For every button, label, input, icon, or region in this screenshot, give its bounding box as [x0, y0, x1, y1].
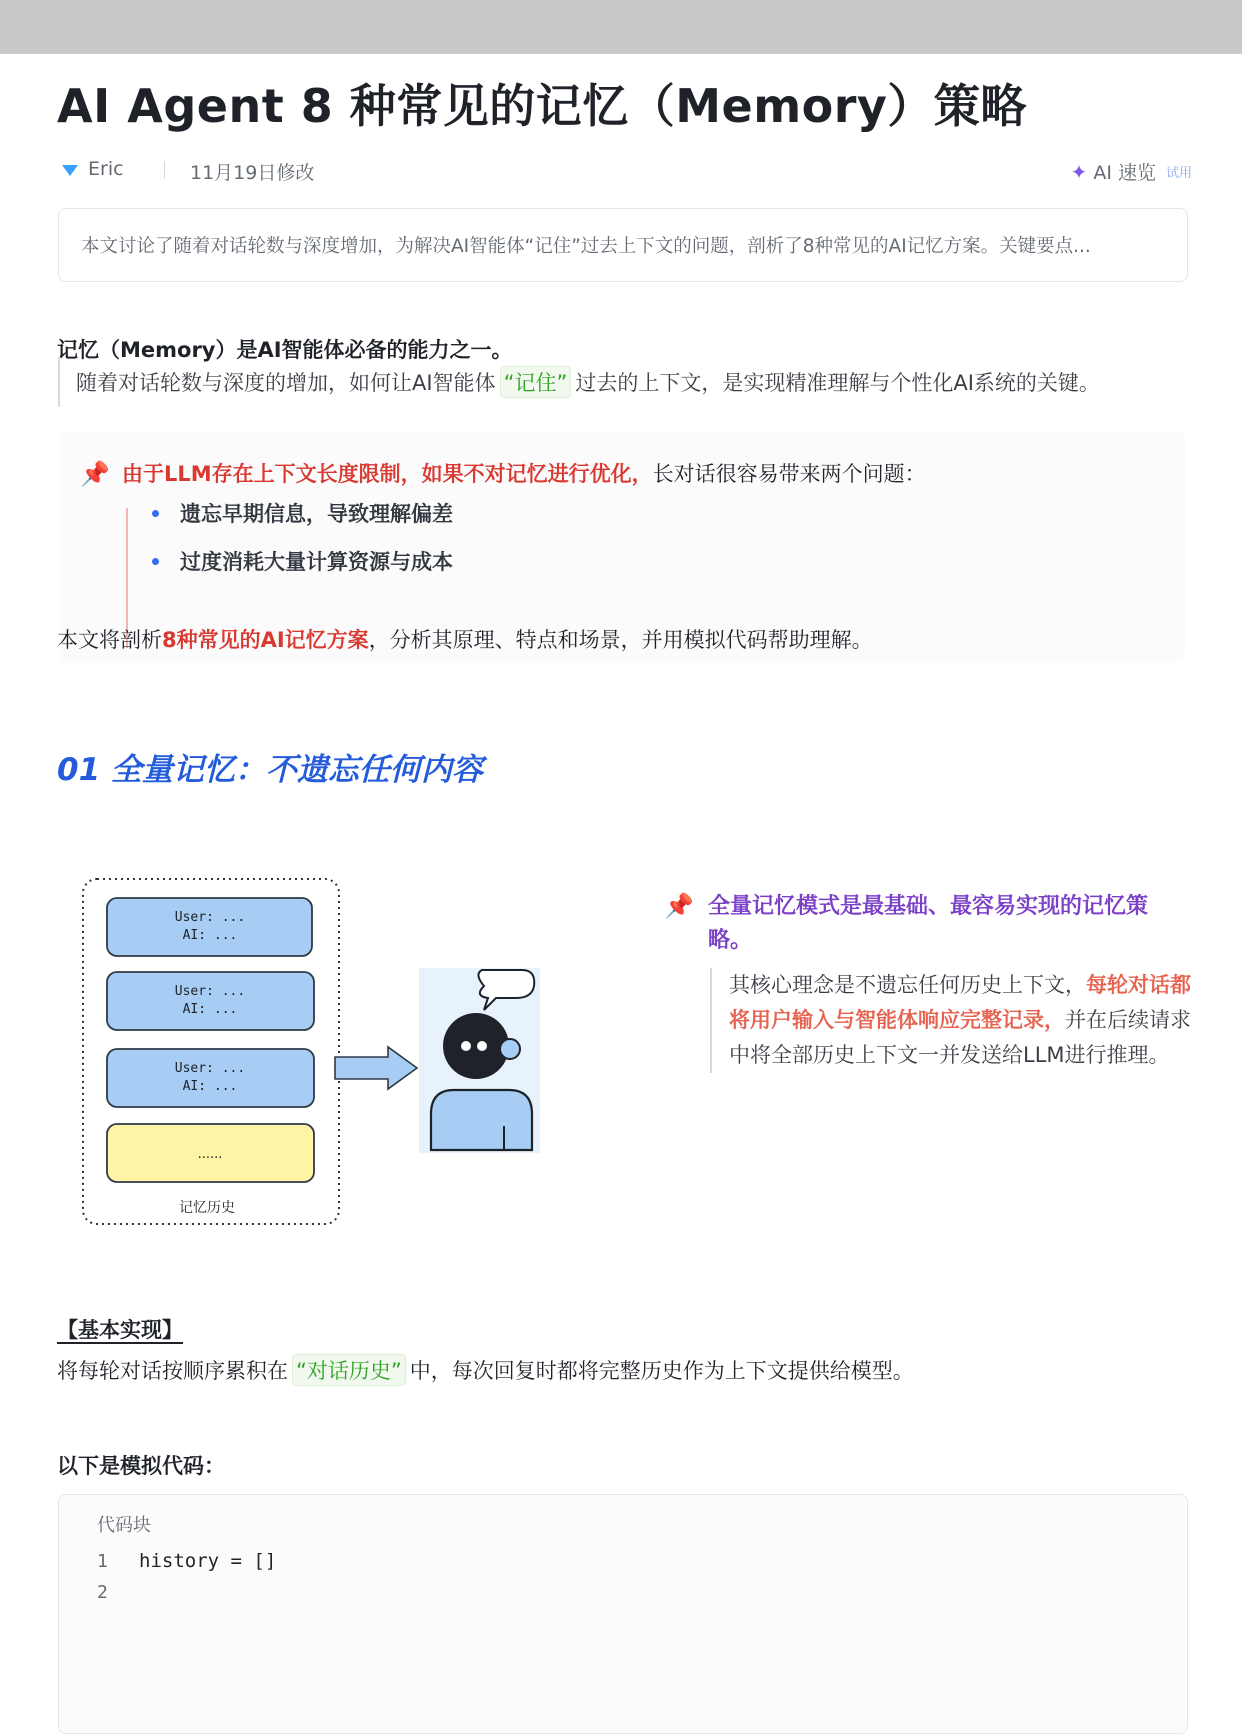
pushpin-icon: 📌	[80, 460, 110, 488]
ai-overview-button[interactable]	[1071, 158, 1192, 185]
history-card-user: User: ...	[174, 984, 246, 999]
full-memory-quote	[710, 968, 1199, 1073]
history-card-user: User: ...	[174, 1061, 246, 1076]
trial-badge: 试用	[1165, 166, 1192, 181]
intro-quote	[58, 357, 1100, 407]
callout-item-text: 遗忘早期信息，导致理解偏差	[180, 502, 453, 526]
intro-heading: 记忆（Memory）是AI智能体必备的能力之一。	[57, 338, 513, 362]
bullet-icon	[152, 510, 159, 517]
meta-divider	[164, 161, 165, 179]
full-memory-diagram	[80, 874, 580, 1294]
section-heading: 01 全量记忆：不遗忘任何内容	[57, 752, 483, 788]
diagram-caption: 记忆历史	[179, 1200, 235, 1216]
ellipsis-text: ......	[197, 1147, 223, 1162]
basic-after: 中，每次回复时都将完整历史作为上下文提供给模型。	[409, 1359, 914, 1383]
ai-summary-box[interactable]	[58, 208, 1188, 282]
intro-quote-highlight: “记住”	[500, 366, 572, 398]
side-quote-before: 其核心理念是不遗忘任何历史上下文，	[729, 973, 1086, 997]
callout-list-item	[150, 538, 453, 586]
side-quote-after: 并在后续请求中将全部历史上下文一并发送给LLM进行推理。	[729, 1008, 1191, 1067]
pushpin-icon: 📌	[664, 892, 694, 920]
callout-lead-red: 由于LLM存在上下文长度限制，如果不对记忆进行优化，	[122, 462, 653, 486]
history-card-ai: AI: ...	[182, 928, 238, 943]
basic-before: 将每轮对话按顺序累积在	[57, 1359, 288, 1383]
history-card-ai: AI: ...	[182, 1002, 238, 1017]
callout-item-text: 过度消耗大量计算资源与成本	[180, 550, 453, 574]
agent-robot-icon	[419, 968, 540, 1153]
basic-highlight: “对话历史”	[292, 1354, 406, 1386]
arrow-right-icon	[335, 1047, 417, 1089]
intro-quote-after: 过去的上下文，是实现精准理解与个性化AI系统的关键。	[575, 371, 1100, 395]
callout-lead-rest: 长对话很容易带来两个问题：	[652, 462, 926, 486]
ai-overview-label: AI 速览	[1093, 162, 1156, 184]
page-title: AI Agent 8 种常见的记忆（Memory）策略	[57, 79, 1027, 133]
modified-time: 11月19日修改	[190, 162, 315, 184]
author-name: Eric	[88, 158, 124, 180]
history-card-user: User: ...	[174, 910, 246, 925]
article-intro-before: 本文将剖析	[57, 628, 162, 652]
article-intro-paragraph	[57, 624, 873, 654]
summary-text: 本文讨论了随着对话轮数与深度增加，为解决AI智能体“记住”过去上下文的问题，剖析了8种常见的AI记忆方案。关键要点...	[81, 236, 1091, 257]
bullet-icon	[152, 558, 159, 565]
history-card	[107, 972, 314, 1030]
side-quote-red: 每轮对话都将用户输入与智能体响应完整记录，	[729, 973, 1191, 1032]
line-number: 1	[97, 1551, 108, 1572]
article-intro-highlight: 8种常见的AI记忆方案	[162, 628, 369, 652]
sparkle-icon: ✦	[1070, 159, 1088, 184]
intro-quote-before: 随着对话轮数与深度的增加，如何让AI智能体	[76, 371, 496, 395]
author-avatar-icon	[62, 165, 78, 176]
doc-meta-bar	[62, 156, 1192, 186]
basic-impl-heading: 【基本实现】	[57, 1318, 183, 1342]
code-block[interactable]	[58, 1494, 1188, 1734]
history-card	[107, 1049, 314, 1107]
full-memory-title: 全量记忆模式是最基础、最容易实现的记忆策略。	[708, 894, 1149, 953]
code-block-label: 代码块	[97, 1515, 151, 1536]
code-heading: 以下是模拟代码：	[57, 1454, 225, 1478]
callout-lead	[122, 458, 926, 488]
basic-impl-paragraph	[57, 1354, 914, 1386]
history-card	[107, 898, 312, 956]
callout-list-item	[150, 490, 453, 538]
article-intro-after: ，分析其原理、特点和场景，并用模拟代码帮助理解。	[368, 628, 873, 652]
callout-list	[150, 490, 453, 586]
line-number: 2	[97, 1582, 108, 1603]
code-line: history = []	[139, 1550, 277, 1572]
history-card-ai: AI: ...	[182, 1079, 238, 1094]
author[interactable]	[62, 158, 124, 180]
top-status-bar	[0, 0, 1242, 54]
